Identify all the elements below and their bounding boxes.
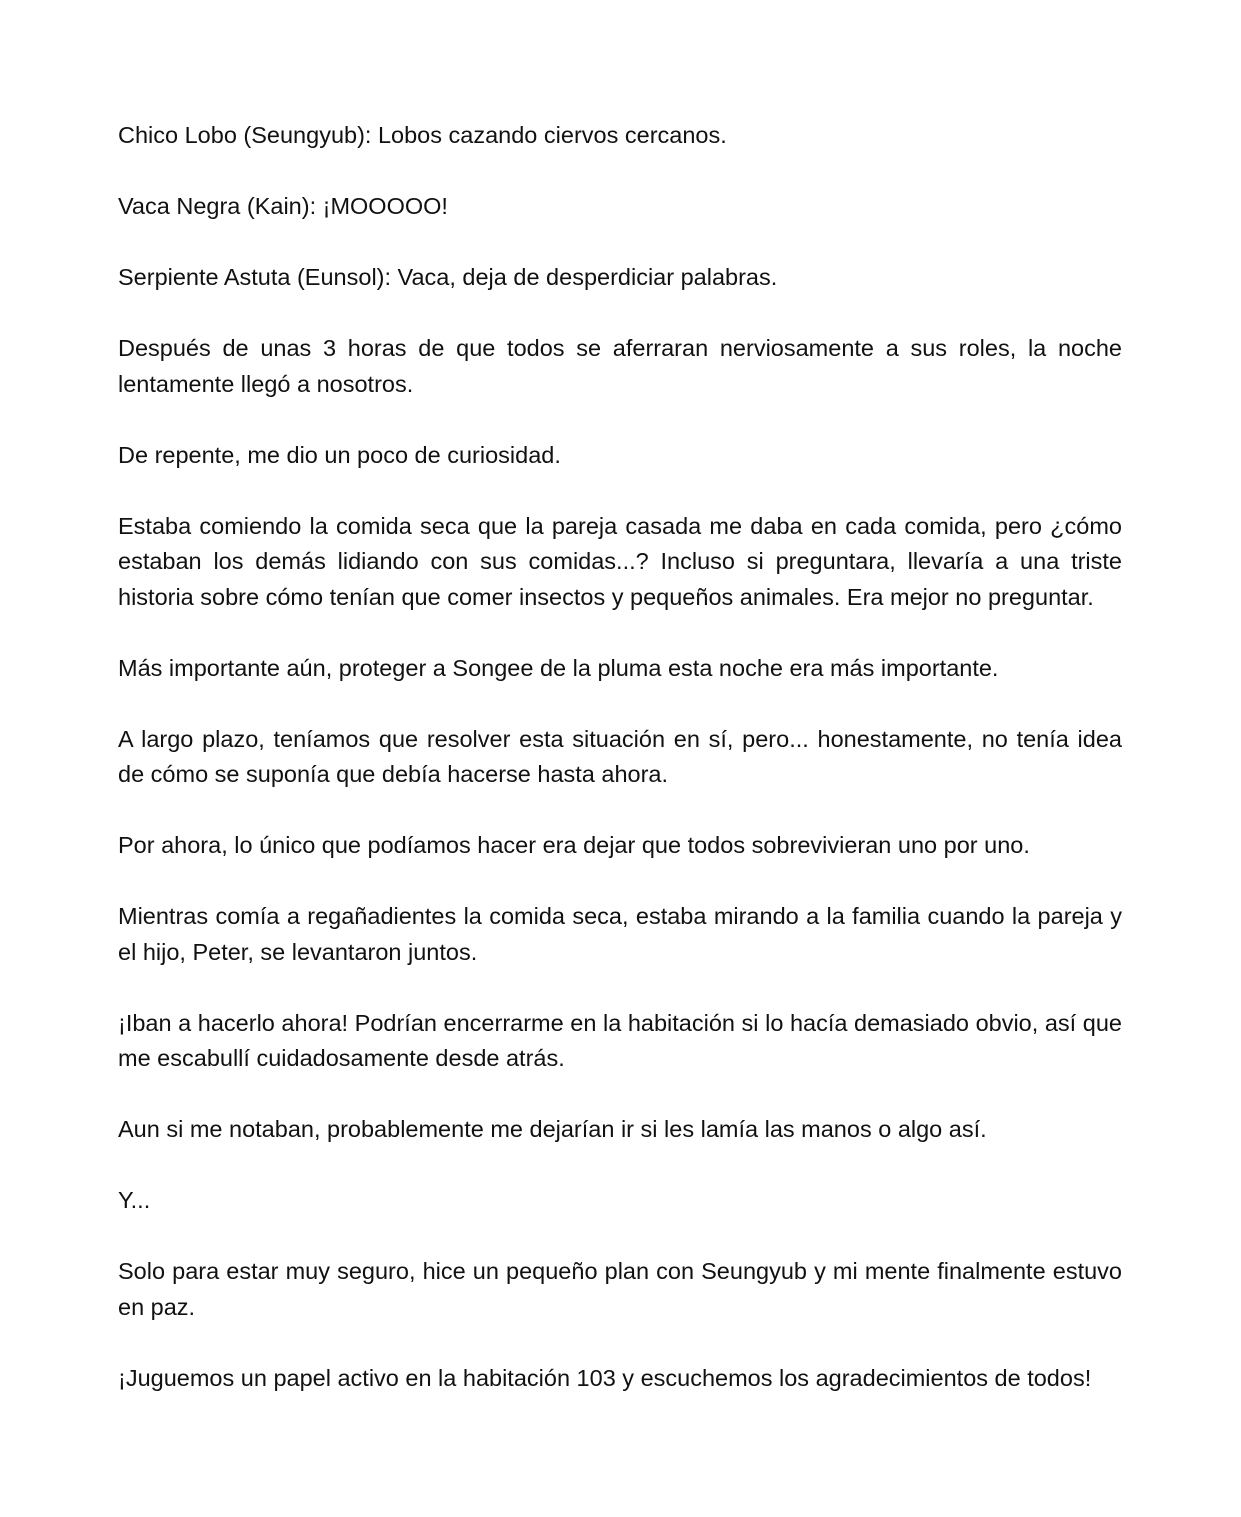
document-body — [118, 118, 1122, 1396]
paragraph-4: Después de unas 3 horas de que todos se aferraran nerviosamente a sus roles, la noche lentamente llegó a nosotros. — [118, 335, 1122, 397]
paragraph-2: Vaca Negra (Kain): ¡MOOOOO! — [118, 193, 448, 219]
paragraph-15: ¡Juguemos un papel activo en la habitación 103 y escuchemos los agradecimientos de todos! — [118, 1364, 1092, 1391]
paragraph-9: Por ahora, lo único que podíamos hacer era dejar que todos sobrevivieran uno por uno. — [118, 832, 1030, 858]
paragraph-10: Mientras comía a regañadientes la comida seca, estaba mirando a la familia cuando la pareja y el hijo, Peter, se levantaron juntos. — [118, 903, 1122, 965]
paragraph-5: De repente, me dio un poco de curiosidad. — [118, 441, 561, 468]
paragraph-12: Aun si me notaban, probablemente me dejarían ir si les lamía las manos o algo así. — [118, 1116, 987, 1142]
paragraph-7: Más importante aún, proteger a Songee de la pluma esta noche era más importante. — [118, 654, 999, 681]
paragraph-8: A largo plazo, teníamos que resolver esta situación en sí, pero... honestamente, no tenía idea de cómo se suponía que debía hacerse hasta ahora. — [118, 725, 1122, 787]
paragraph-13: Y... — [118, 1187, 151, 1213]
paragraph-3: Serpiente Astuta (Eunsol): Vaca, deja de desperdiciar palabras. — [118, 264, 778, 290]
paragraph-14: Solo para estar muy seguro, hice un pequeño plan con Seungyub y mi mente finalmente estuvo en paz. — [118, 1258, 1122, 1320]
paragraph-6: Estaba comiendo la comida seca que la pareja casada me daba en cada comida, pero ¿cómo estaban los demás lidiando con sus comidas...? Incluso si preguntara, llevaría a una triste historia sobre cómo tenían que comer insectos y pequeños animales. Era mejor no preguntar. — [118, 512, 1122, 610]
paragraph-1: Chico Lobo (Seungyub): Lobos cazando ciervos cercanos. — [118, 122, 727, 148]
paragraph-11: ¡Iban a hacerlo ahora! Podrían encerrarme en la habitación si lo hacía demasiado obvio, así que me escabullí cuidadosamente desde atrás. — [118, 1009, 1122, 1071]
